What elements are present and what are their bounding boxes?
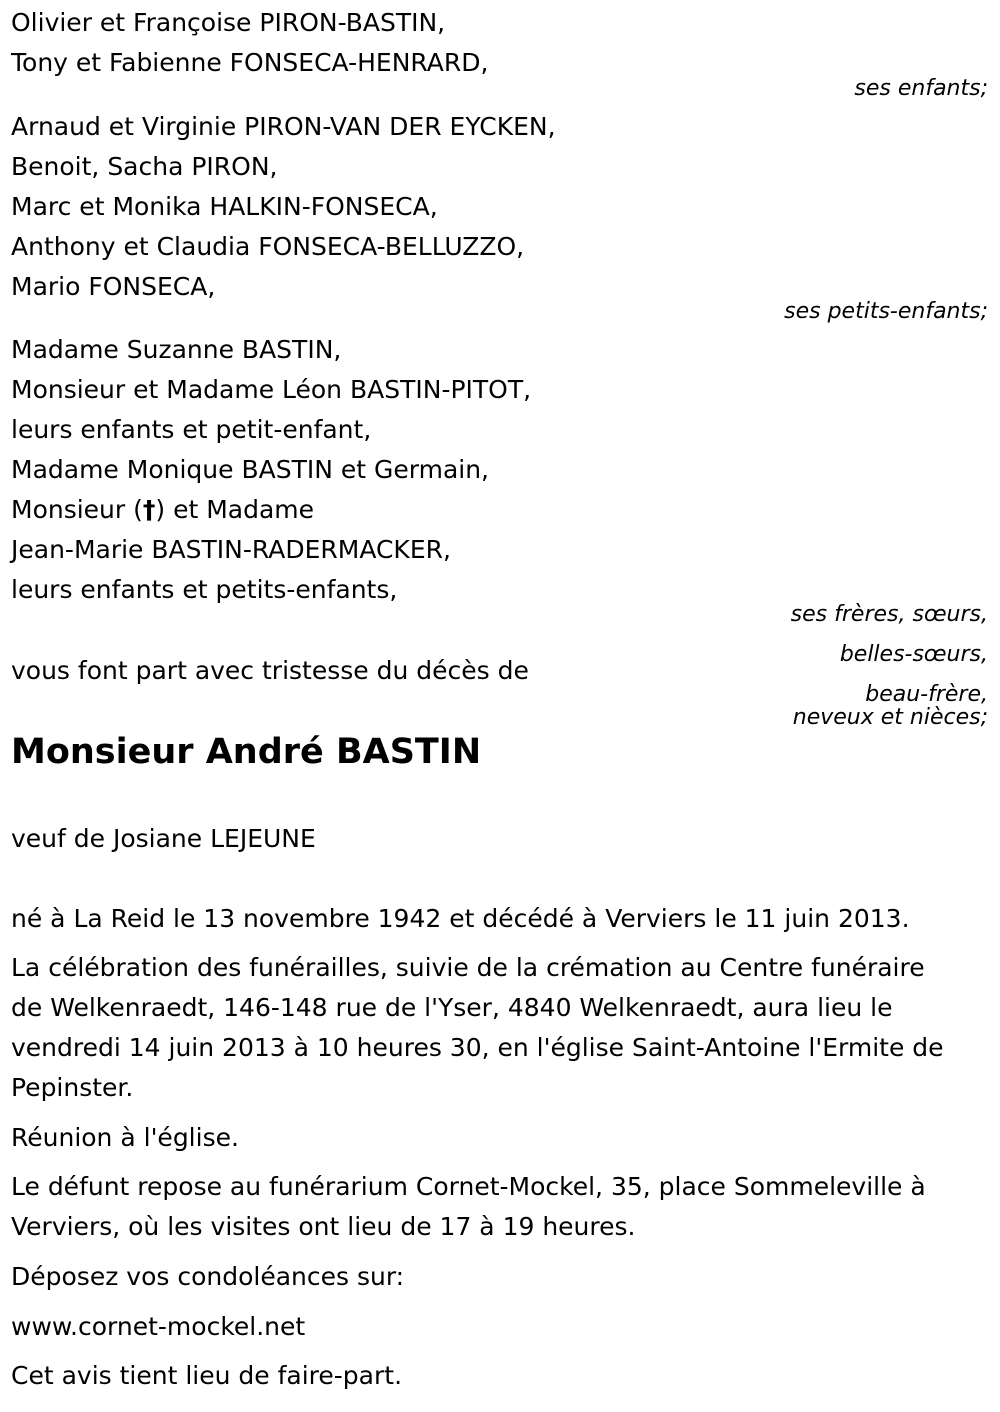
siblings-line: leurs enfants et petit-enfant, <box>11 415 372 444</box>
children-line: Tony et Fabienne FONSECA-HENRARD, <box>11 48 489 77</box>
children-line: Olivier et Françoise PIRON-BASTIN, <box>11 8 446 37</box>
deceased-name: Monsieur André BASTIN <box>11 732 482 772</box>
repose-paragraph <box>11 1167 989 1247</box>
announcement-text: vous font part avec tristesse du décès de <box>11 656 529 685</box>
siblings-role: neveux et nièces; <box>792 705 988 730</box>
repose-line: Verviers, où les visites ont lieu de 17 à 19 heures. <box>11 1212 636 1241</box>
birth-death-text: né à La Reid le 13 novembre 1942 et décédé à Verviers le 11 juin 2013. <box>11 904 910 933</box>
siblings-line-monsieur-before: Monsieur ( <box>11 495 143 524</box>
condolences-label: Déposez vos condoléances sur: <box>11 1262 405 1291</box>
website-link[interactable]: www.cornet-mockel.net <box>11 1312 306 1341</box>
ceremony-paragraph <box>11 948 989 1108</box>
siblings-line: Monsieur et Madame Léon BASTIN-PITOT, <box>11 375 532 404</box>
repose-line: Le défunt repose au funérarium Cornet-Mockel, 35, place Sommeleville à <box>11 1172 926 1201</box>
siblings-line: Madame Monique BASTIN et Germain, <box>11 455 490 484</box>
siblings-role: ses frères, sœurs, <box>790 602 988 627</box>
ceremony-line: La célébration des funérailles, suivie de la crémation au Centre funéraire <box>11 953 925 982</box>
grandchildren-line: Benoit, Sacha PIRON, <box>11 152 278 181</box>
cross-icon: † <box>142 495 156 524</box>
meeting-text: Réunion à l'église. <box>11 1123 239 1152</box>
siblings-line: leurs enfants et petits-enfants, <box>11 575 398 604</box>
siblings-role: beau-frère, <box>865 682 988 707</box>
grandchildren-line: Marc et Monika HALKIN-FONSECA, <box>11 192 438 221</box>
grandchildren-line: Anthony et Claudia FONSECA-BELLUZZO, <box>11 232 525 261</box>
siblings-line-monsieur-after: ) et Madame <box>155 495 315 524</box>
siblings-line: Jean-Marie BASTIN-RADERMACKER, <box>11 535 451 564</box>
children-role: ses enfants; <box>854 76 988 101</box>
grandchildren-role: ses petits-enfants; <box>784 299 988 324</box>
grandchildren-line: Arnaud et Virginie PIRON-VAN DER EYCKEN, <box>11 112 556 141</box>
siblings-role: belles-sœurs, <box>839 642 988 667</box>
closing-text: Cet avis tient lieu de faire-part. <box>11 1361 403 1390</box>
siblings-line: Madame Suzanne BASTIN, <box>11 335 342 364</box>
ceremony-line: de Welkenraedt, 146-148 rue de l'Yser, 4840 Welkenraedt, aura lieu le <box>11 993 893 1022</box>
siblings-line-monsieur <box>11 495 314 525</box>
ceremony-line: vendredi 14 juin 2013 à 10 heures 30, en l'église Saint-Antoine l'Ermite de <box>11 1033 944 1062</box>
grandchildren-line: Mario FONSECA, <box>11 272 216 301</box>
widower-text: veuf de Josiane LEJEUNE <box>11 824 316 853</box>
ceremony-line: Pepinster. <box>11 1073 134 1102</box>
